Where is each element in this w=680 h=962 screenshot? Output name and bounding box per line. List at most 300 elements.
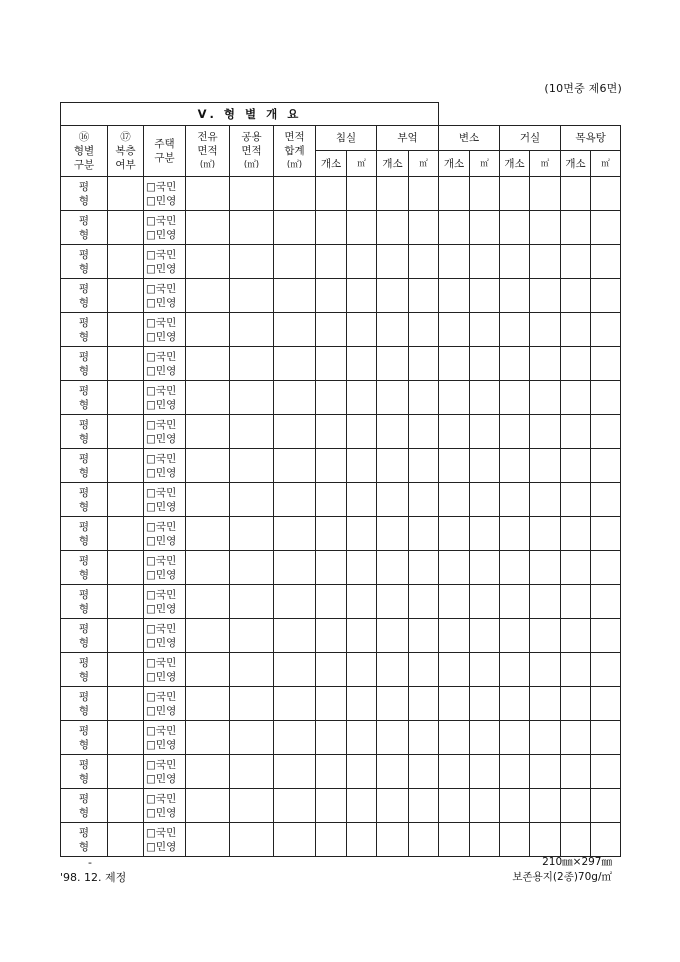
input-cell[interactable] bbox=[530, 415, 561, 449]
input-cell[interactable] bbox=[500, 313, 530, 347]
input-cell[interactable] bbox=[409, 415, 439, 449]
input-cell[interactable] bbox=[409, 755, 439, 789]
input-cell[interactable] bbox=[439, 551, 470, 585]
input-cell[interactable] bbox=[439, 755, 470, 789]
input-cell[interactable] bbox=[591, 789, 621, 823]
input-cell[interactable] bbox=[500, 177, 530, 211]
option-national[interactable]: □국민 bbox=[146, 690, 177, 703]
option-national[interactable]: □국민 bbox=[146, 588, 177, 601]
option-national[interactable]: □국민 bbox=[146, 486, 177, 499]
housing-type-cell[interactable] bbox=[144, 177, 186, 211]
input-cell[interactable] bbox=[561, 551, 591, 585]
input-cell[interactable] bbox=[500, 823, 530, 857]
option-private[interactable]: □민영 bbox=[146, 602, 177, 615]
housing-type-cell[interactable] bbox=[144, 483, 186, 517]
input-cell[interactable] bbox=[230, 483, 274, 517]
housing-type-cell[interactable] bbox=[144, 245, 186, 279]
input-cell[interactable] bbox=[230, 517, 274, 551]
input-cell[interactable] bbox=[316, 313, 347, 347]
input-cell[interactable] bbox=[591, 279, 621, 313]
input-cell[interactable] bbox=[439, 653, 470, 687]
input-cell[interactable] bbox=[591, 619, 621, 653]
input-cell[interactable] bbox=[530, 619, 561, 653]
input-cell[interactable] bbox=[409, 517, 439, 551]
input-cell[interactable] bbox=[347, 313, 377, 347]
input-cell[interactable] bbox=[230, 313, 274, 347]
input-cell[interactable] bbox=[591, 347, 621, 381]
input-cell[interactable] bbox=[347, 585, 377, 619]
input-cell[interactable] bbox=[377, 755, 409, 789]
duplex-cell[interactable] bbox=[108, 313, 144, 347]
duplex-cell[interactable] bbox=[108, 279, 144, 313]
housing-type-cell[interactable] bbox=[144, 347, 186, 381]
input-cell[interactable] bbox=[530, 211, 561, 245]
option-private[interactable]: □민영 bbox=[146, 194, 177, 207]
duplex-cell[interactable] bbox=[108, 347, 144, 381]
input-cell[interactable] bbox=[439, 483, 470, 517]
duplex-cell[interactable] bbox=[108, 381, 144, 415]
option-national[interactable]: □국민 bbox=[146, 452, 177, 465]
input-cell[interactable] bbox=[500, 721, 530, 755]
duplex-cell[interactable] bbox=[108, 721, 144, 755]
option-private[interactable]: □민영 bbox=[146, 636, 177, 649]
housing-type-cell[interactable] bbox=[144, 687, 186, 721]
input-cell[interactable] bbox=[377, 653, 409, 687]
housing-type-cell[interactable] bbox=[144, 211, 186, 245]
input-cell[interactable] bbox=[377, 313, 409, 347]
option-private[interactable]: □민영 bbox=[146, 772, 177, 785]
input-cell[interactable] bbox=[186, 619, 230, 653]
input-cell[interactable] bbox=[530, 347, 561, 381]
input-cell[interactable] bbox=[500, 347, 530, 381]
input-cell[interactable] bbox=[439, 279, 470, 313]
input-cell[interactable] bbox=[409, 381, 439, 415]
input-cell[interactable] bbox=[561, 687, 591, 721]
input-cell[interactable] bbox=[316, 245, 347, 279]
input-cell[interactable] bbox=[530, 551, 561, 585]
input-cell[interactable] bbox=[230, 789, 274, 823]
input-cell[interactable] bbox=[347, 483, 377, 517]
input-cell[interactable] bbox=[530, 789, 561, 823]
input-cell[interactable] bbox=[439, 721, 470, 755]
input-cell[interactable] bbox=[470, 381, 500, 415]
input-cell[interactable] bbox=[230, 381, 274, 415]
input-cell[interactable] bbox=[316, 483, 347, 517]
input-cell[interactable] bbox=[591, 449, 621, 483]
input-cell[interactable] bbox=[470, 245, 500, 279]
option-private[interactable]: □민영 bbox=[146, 262, 177, 275]
duplex-cell[interactable] bbox=[108, 619, 144, 653]
input-cell[interactable] bbox=[186, 177, 230, 211]
input-cell[interactable] bbox=[377, 585, 409, 619]
input-cell[interactable] bbox=[561, 415, 591, 449]
input-cell[interactable] bbox=[500, 585, 530, 619]
input-cell[interactable] bbox=[409, 245, 439, 279]
input-cell[interactable] bbox=[377, 381, 409, 415]
option-national[interactable]: □국민 bbox=[146, 282, 177, 295]
option-national[interactable]: □국민 bbox=[146, 384, 177, 397]
input-cell[interactable] bbox=[470, 449, 500, 483]
input-cell[interactable] bbox=[347, 721, 377, 755]
input-cell[interactable] bbox=[377, 483, 409, 517]
input-cell[interactable] bbox=[439, 687, 470, 721]
input-cell[interactable] bbox=[377, 177, 409, 211]
input-cell[interactable] bbox=[470, 619, 500, 653]
duplex-cell[interactable] bbox=[108, 789, 144, 823]
input-cell[interactable] bbox=[377, 823, 409, 857]
input-cell[interactable] bbox=[274, 415, 316, 449]
input-cell[interactable] bbox=[377, 245, 409, 279]
input-cell[interactable] bbox=[230, 279, 274, 313]
input-cell[interactable] bbox=[230, 177, 274, 211]
option-national[interactable]: □국민 bbox=[146, 826, 177, 839]
input-cell[interactable] bbox=[500, 551, 530, 585]
duplex-cell[interactable] bbox=[108, 245, 144, 279]
housing-type-cell[interactable] bbox=[144, 449, 186, 483]
input-cell[interactable] bbox=[500, 211, 530, 245]
duplex-cell[interactable] bbox=[108, 483, 144, 517]
input-cell[interactable] bbox=[530, 653, 561, 687]
input-cell[interactable] bbox=[186, 789, 230, 823]
input-cell[interactable] bbox=[561, 755, 591, 789]
input-cell[interactable] bbox=[230, 347, 274, 381]
input-cell[interactable] bbox=[561, 517, 591, 551]
input-cell[interactable] bbox=[377, 517, 409, 551]
input-cell[interactable] bbox=[347, 551, 377, 585]
input-cell[interactable] bbox=[316, 551, 347, 585]
input-cell[interactable] bbox=[274, 449, 316, 483]
input-cell[interactable] bbox=[274, 823, 316, 857]
housing-type-cell[interactable] bbox=[144, 551, 186, 585]
input-cell[interactable] bbox=[347, 279, 377, 313]
option-national[interactable]: □국민 bbox=[146, 724, 177, 737]
option-private[interactable]: □민영 bbox=[146, 364, 177, 377]
option-national[interactable]: □국민 bbox=[146, 316, 177, 329]
input-cell[interactable] bbox=[409, 687, 439, 721]
input-cell[interactable] bbox=[347, 347, 377, 381]
input-cell[interactable] bbox=[409, 823, 439, 857]
option-private[interactable]: □민영 bbox=[146, 398, 177, 411]
option-private[interactable]: □민영 bbox=[146, 500, 177, 513]
option-national[interactable]: □국민 bbox=[146, 656, 177, 669]
input-cell[interactable] bbox=[500, 517, 530, 551]
input-cell[interactable] bbox=[230, 415, 274, 449]
input-cell[interactable] bbox=[186, 721, 230, 755]
option-national[interactable]: □국민 bbox=[146, 350, 177, 363]
input-cell[interactable] bbox=[561, 245, 591, 279]
input-cell[interactable] bbox=[591, 755, 621, 789]
option-private[interactable]: □민영 bbox=[146, 228, 177, 241]
input-cell[interactable] bbox=[470, 483, 500, 517]
input-cell[interactable] bbox=[186, 585, 230, 619]
input-cell[interactable] bbox=[347, 755, 377, 789]
input-cell[interactable] bbox=[500, 755, 530, 789]
input-cell[interactable] bbox=[561, 483, 591, 517]
option-national[interactable]: □국민 bbox=[146, 418, 177, 431]
input-cell[interactable] bbox=[347, 789, 377, 823]
input-cell[interactable] bbox=[230, 211, 274, 245]
input-cell[interactable] bbox=[591, 687, 621, 721]
input-cell[interactable] bbox=[274, 789, 316, 823]
input-cell[interactable] bbox=[439, 823, 470, 857]
duplex-cell[interactable] bbox=[108, 517, 144, 551]
input-cell[interactable] bbox=[561, 721, 591, 755]
input-cell[interactable] bbox=[316, 687, 347, 721]
duplex-cell[interactable] bbox=[108, 823, 144, 857]
input-cell[interactable] bbox=[561, 789, 591, 823]
option-private[interactable]: □민영 bbox=[146, 738, 177, 751]
input-cell[interactable] bbox=[500, 483, 530, 517]
input-cell[interactable] bbox=[530, 381, 561, 415]
input-cell[interactable] bbox=[500, 279, 530, 313]
input-cell[interactable] bbox=[470, 211, 500, 245]
input-cell[interactable] bbox=[500, 381, 530, 415]
option-private[interactable]: □민영 bbox=[146, 330, 177, 343]
input-cell[interactable] bbox=[186, 687, 230, 721]
input-cell[interactable] bbox=[561, 449, 591, 483]
duplex-cell[interactable] bbox=[108, 177, 144, 211]
input-cell[interactable] bbox=[377, 551, 409, 585]
input-cell[interactable] bbox=[316, 381, 347, 415]
input-cell[interactable] bbox=[591, 177, 621, 211]
option-private[interactable]: □민영 bbox=[146, 670, 177, 683]
input-cell[interactable] bbox=[439, 211, 470, 245]
input-cell[interactable] bbox=[591, 823, 621, 857]
option-national[interactable]: □국민 bbox=[146, 520, 177, 533]
duplex-cell[interactable] bbox=[108, 415, 144, 449]
input-cell[interactable] bbox=[439, 313, 470, 347]
input-cell[interactable] bbox=[530, 449, 561, 483]
input-cell[interactable] bbox=[274, 381, 316, 415]
input-cell[interactable] bbox=[470, 789, 500, 823]
input-cell[interactable] bbox=[347, 449, 377, 483]
input-cell[interactable] bbox=[530, 517, 561, 551]
input-cell[interactable] bbox=[316, 585, 347, 619]
input-cell[interactable] bbox=[347, 653, 377, 687]
input-cell[interactable] bbox=[439, 245, 470, 279]
option-private[interactable]: □민영 bbox=[146, 432, 177, 445]
input-cell[interactable] bbox=[347, 687, 377, 721]
input-cell[interactable] bbox=[470, 653, 500, 687]
input-cell[interactable] bbox=[561, 619, 591, 653]
input-cell[interactable] bbox=[500, 245, 530, 279]
input-cell[interactable] bbox=[230, 245, 274, 279]
option-national[interactable]: □국민 bbox=[146, 554, 177, 567]
input-cell[interactable] bbox=[409, 789, 439, 823]
input-cell[interactable] bbox=[347, 619, 377, 653]
option-national[interactable]: □국민 bbox=[146, 214, 177, 227]
input-cell[interactable] bbox=[470, 177, 500, 211]
input-cell[interactable] bbox=[274, 585, 316, 619]
input-cell[interactable] bbox=[230, 619, 274, 653]
input-cell[interactable] bbox=[500, 653, 530, 687]
input-cell[interactable] bbox=[274, 313, 316, 347]
input-cell[interactable] bbox=[500, 789, 530, 823]
input-cell[interactable] bbox=[409, 211, 439, 245]
input-cell[interactable] bbox=[439, 415, 470, 449]
input-cell[interactable] bbox=[530, 279, 561, 313]
input-cell[interactable] bbox=[409, 653, 439, 687]
input-cell[interactable] bbox=[470, 585, 500, 619]
housing-type-cell[interactable] bbox=[144, 619, 186, 653]
input-cell[interactable] bbox=[230, 823, 274, 857]
input-cell[interactable] bbox=[274, 619, 316, 653]
input-cell[interactable] bbox=[561, 823, 591, 857]
input-cell[interactable] bbox=[439, 177, 470, 211]
input-cell[interactable] bbox=[439, 619, 470, 653]
input-cell[interactable] bbox=[186, 313, 230, 347]
input-cell[interactable] bbox=[347, 211, 377, 245]
input-cell[interactable] bbox=[591, 381, 621, 415]
input-cell[interactable] bbox=[230, 653, 274, 687]
housing-type-cell[interactable] bbox=[144, 789, 186, 823]
input-cell[interactable] bbox=[500, 449, 530, 483]
input-cell[interactable] bbox=[274, 653, 316, 687]
duplex-cell[interactable] bbox=[108, 653, 144, 687]
input-cell[interactable] bbox=[316, 721, 347, 755]
input-cell[interactable] bbox=[316, 211, 347, 245]
housing-type-cell[interactable] bbox=[144, 585, 186, 619]
duplex-cell[interactable] bbox=[108, 585, 144, 619]
input-cell[interactable] bbox=[347, 245, 377, 279]
input-cell[interactable] bbox=[274, 177, 316, 211]
duplex-cell[interactable] bbox=[108, 211, 144, 245]
input-cell[interactable] bbox=[316, 449, 347, 483]
option-private[interactable]: □민영 bbox=[146, 840, 177, 853]
input-cell[interactable] bbox=[409, 449, 439, 483]
input-cell[interactable] bbox=[470, 415, 500, 449]
input-cell[interactable] bbox=[186, 211, 230, 245]
input-cell[interactable] bbox=[274, 551, 316, 585]
input-cell[interactable] bbox=[377, 347, 409, 381]
input-cell[interactable] bbox=[470, 721, 500, 755]
housing-type-cell[interactable] bbox=[144, 517, 186, 551]
input-cell[interactable] bbox=[316, 279, 347, 313]
input-cell[interactable] bbox=[409, 347, 439, 381]
input-cell[interactable] bbox=[347, 823, 377, 857]
input-cell[interactable] bbox=[530, 755, 561, 789]
input-cell[interactable] bbox=[591, 653, 621, 687]
housing-type-cell[interactable] bbox=[144, 653, 186, 687]
input-cell[interactable] bbox=[316, 823, 347, 857]
input-cell[interactable] bbox=[316, 517, 347, 551]
option-national[interactable]: □국민 bbox=[146, 622, 177, 635]
duplex-cell[interactable] bbox=[108, 755, 144, 789]
input-cell[interactable] bbox=[274, 211, 316, 245]
input-cell[interactable] bbox=[561, 653, 591, 687]
input-cell[interactable] bbox=[230, 721, 274, 755]
input-cell[interactable] bbox=[470, 755, 500, 789]
input-cell[interactable] bbox=[274, 687, 316, 721]
input-cell[interactable] bbox=[316, 177, 347, 211]
input-cell[interactable] bbox=[186, 381, 230, 415]
input-cell[interactable] bbox=[274, 483, 316, 517]
option-private[interactable]: □민영 bbox=[146, 704, 177, 717]
input-cell[interactable] bbox=[409, 619, 439, 653]
input-cell[interactable] bbox=[439, 517, 470, 551]
housing-type-cell[interactable] bbox=[144, 415, 186, 449]
input-cell[interactable] bbox=[500, 619, 530, 653]
input-cell[interactable] bbox=[347, 415, 377, 449]
input-cell[interactable] bbox=[591, 245, 621, 279]
input-cell[interactable] bbox=[439, 789, 470, 823]
input-cell[interactable] bbox=[316, 653, 347, 687]
input-cell[interactable] bbox=[470, 313, 500, 347]
input-cell[interactable] bbox=[470, 279, 500, 313]
input-cell[interactable] bbox=[186, 755, 230, 789]
input-cell[interactable] bbox=[530, 245, 561, 279]
input-cell[interactable] bbox=[591, 517, 621, 551]
input-cell[interactable] bbox=[530, 585, 561, 619]
input-cell[interactable] bbox=[230, 585, 274, 619]
input-cell[interactable] bbox=[470, 551, 500, 585]
input-cell[interactable] bbox=[500, 415, 530, 449]
input-cell[interactable] bbox=[409, 585, 439, 619]
input-cell[interactable] bbox=[561, 585, 591, 619]
option-private[interactable]: □민영 bbox=[146, 568, 177, 581]
input-cell[interactable] bbox=[591, 483, 621, 517]
input-cell[interactable] bbox=[561, 211, 591, 245]
input-cell[interactable] bbox=[377, 449, 409, 483]
input-cell[interactable] bbox=[561, 381, 591, 415]
option-national[interactable]: □국민 bbox=[146, 758, 177, 771]
input-cell[interactable] bbox=[470, 517, 500, 551]
input-cell[interactable] bbox=[186, 517, 230, 551]
input-cell[interactable] bbox=[591, 585, 621, 619]
input-cell[interactable] bbox=[500, 687, 530, 721]
input-cell[interactable] bbox=[591, 415, 621, 449]
input-cell[interactable] bbox=[186, 653, 230, 687]
input-cell[interactable] bbox=[530, 177, 561, 211]
input-cell[interactable] bbox=[274, 721, 316, 755]
input-cell[interactable] bbox=[316, 619, 347, 653]
duplex-cell[interactable] bbox=[108, 687, 144, 721]
input-cell[interactable] bbox=[377, 687, 409, 721]
housing-type-cell[interactable] bbox=[144, 755, 186, 789]
option-private[interactable]: □민영 bbox=[146, 806, 177, 819]
input-cell[interactable] bbox=[591, 721, 621, 755]
input-cell[interactable] bbox=[377, 721, 409, 755]
input-cell[interactable] bbox=[409, 313, 439, 347]
input-cell[interactable] bbox=[530, 823, 561, 857]
option-national[interactable]: □국민 bbox=[146, 248, 177, 261]
input-cell[interactable] bbox=[591, 551, 621, 585]
input-cell[interactable] bbox=[316, 347, 347, 381]
input-cell[interactable] bbox=[347, 517, 377, 551]
input-cell[interactable] bbox=[377, 789, 409, 823]
housing-type-cell[interactable] bbox=[144, 823, 186, 857]
input-cell[interactable] bbox=[186, 823, 230, 857]
input-cell[interactable] bbox=[230, 755, 274, 789]
housing-type-cell[interactable] bbox=[144, 381, 186, 415]
input-cell[interactable] bbox=[186, 551, 230, 585]
input-cell[interactable] bbox=[186, 449, 230, 483]
input-cell[interactable] bbox=[347, 381, 377, 415]
input-cell[interactable] bbox=[186, 279, 230, 313]
input-cell[interactable] bbox=[274, 245, 316, 279]
input-cell[interactable] bbox=[186, 483, 230, 517]
input-cell[interactable] bbox=[561, 177, 591, 211]
input-cell[interactable] bbox=[377, 279, 409, 313]
input-cell[interactable] bbox=[316, 755, 347, 789]
input-cell[interactable] bbox=[530, 313, 561, 347]
input-cell[interactable] bbox=[470, 347, 500, 381]
input-cell[interactable] bbox=[439, 449, 470, 483]
option-national[interactable]: □국민 bbox=[146, 180, 177, 193]
input-cell[interactable] bbox=[274, 279, 316, 313]
input-cell[interactable] bbox=[274, 517, 316, 551]
input-cell[interactable] bbox=[591, 211, 621, 245]
